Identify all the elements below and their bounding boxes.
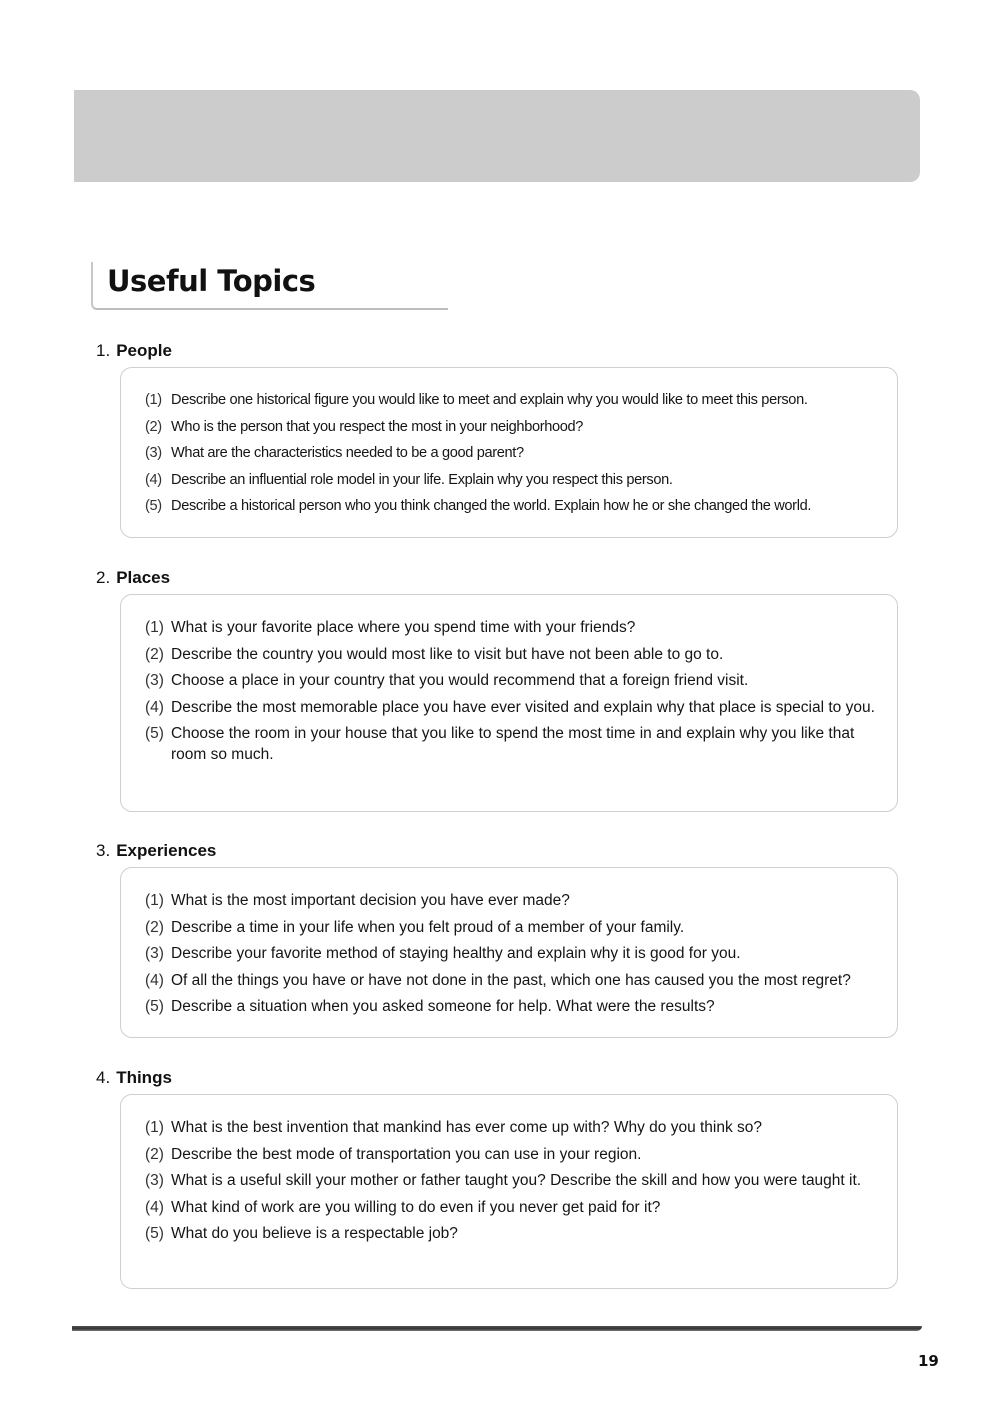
- section-people: [96, 340, 906, 514]
- item-text: Describe a situation when you asked someone for help. What were the results?: [171, 998, 715, 1015]
- footer-rule: [72, 1326, 922, 1331]
- item-text: What kind of work are you willing to do even if you never get paid for it?: [171, 1198, 661, 1216]
- item-index: (2): [145, 1145, 164, 1163]
- item-text: Describe the most memorable place you have ever visited and explain why that place is special to you.: [171, 698, 875, 716]
- item-index: (3): [145, 672, 164, 689]
- section-places: [96, 567, 906, 763]
- item-text: Describe the best mode of transportation you can use in your region.: [171, 1145, 642, 1163]
- item-text: Describe one historical figure you would like to meet and explain why you would like to meet this person.: [171, 392, 808, 408]
- item-text: Who is the person that you respect the most in your neighborhood?: [171, 418, 584, 435]
- item-index: (2): [145, 645, 164, 663]
- section-name: Experiences: [116, 841, 217, 860]
- topic-box: [120, 1094, 898, 1289]
- section-experiences: [96, 840, 906, 1015]
- list-item: [145, 470, 877, 491]
- item-text: Of all the things you have or have not done in the past, which one has caused you the most regret?: [171, 971, 851, 989]
- item-index: (5): [145, 1225, 164, 1242]
- item-text: What is the best invention that mankind has ever come up with? Why do you think so?: [171, 1119, 763, 1136]
- title-frame: [91, 262, 448, 310]
- item-index: (5): [145, 998, 164, 1015]
- list-item: [145, 670, 877, 691]
- section-number: 3.: [96, 841, 111, 860]
- item-index: (1): [145, 392, 162, 408]
- section-number: 1.: [96, 341, 111, 360]
- list-item: [145, 496, 877, 517]
- list-item: [145, 697, 877, 718]
- item-text: What is a useful skill your mother or father taught you? Describe the skill and how you were taught it.: [171, 1172, 862, 1189]
- item-index: (2): [145, 418, 162, 435]
- item-text: What do you believe is a respectable job?: [171, 1225, 458, 1242]
- list-item: [145, 1144, 877, 1165]
- section-heading: [96, 840, 906, 862]
- item-index: (4): [145, 1198, 164, 1216]
- header-band: [74, 90, 920, 182]
- item-text: Describe a time in your life when you felt proud of a member of your family.: [171, 918, 685, 936]
- item-index: (4): [145, 698, 164, 716]
- list-item: [145, 996, 877, 1017]
- list-item: [145, 617, 877, 638]
- section-number: 4.: [96, 1068, 111, 1087]
- item-text: Describe an influential role model in your life. Explain why you respect this person.: [171, 471, 673, 488]
- item-index: (5): [145, 498, 162, 514]
- section-heading: [96, 1067, 906, 1089]
- item-text: Choose a place in your country that you would recommend that a foreign friend visit.: [171, 672, 749, 689]
- topic-list: [145, 617, 877, 765]
- item-index: (1): [145, 619, 164, 636]
- list-item: [145, 917, 877, 938]
- section-heading: [96, 340, 906, 362]
- item-index: (2): [145, 918, 164, 936]
- list-item: [145, 1223, 877, 1244]
- list-item: [145, 1117, 877, 1138]
- list-item: [145, 1170, 877, 1191]
- item-text: What are the characteristics needed to be a good parent?: [171, 445, 524, 461]
- list-item: [145, 723, 877, 765]
- list-item: [145, 443, 877, 464]
- topic-box: [120, 867, 898, 1038]
- list-item: [145, 970, 877, 991]
- page-number: 19: [918, 1352, 939, 1370]
- item-text: What is the most important decision you have ever made?: [171, 892, 570, 909]
- item-index: (3): [145, 945, 164, 962]
- item-text: Describe the country you would most like to visit but have not been able to go to.: [171, 645, 724, 663]
- topic-list: [145, 890, 877, 1017]
- section-name: Places: [116, 568, 171, 587]
- list-item: [145, 943, 877, 964]
- item-index: (4): [145, 471, 162, 488]
- topic-list: [145, 390, 877, 517]
- item-index: (5): [145, 725, 164, 742]
- list-item: [145, 890, 877, 911]
- item-index: (1): [145, 1119, 164, 1136]
- section-name: Things: [116, 1068, 172, 1087]
- list-item: [145, 390, 877, 411]
- section-things: [96, 1067, 906, 1242]
- section-name: People: [116, 341, 172, 360]
- list-item: [145, 417, 877, 438]
- item-text: Describe a historical person who you think changed the world. Explain how he or she changed the world.: [171, 498, 812, 514]
- item-index: (3): [145, 445, 162, 461]
- topic-list: [145, 1117, 877, 1244]
- item-text: Choose the room in your house that you like to spend the most time in and explain why you like that room so much.: [171, 725, 855, 763]
- item-index: (1): [145, 892, 164, 909]
- item-text: What is your favorite place where you spend time with your friends?: [171, 619, 636, 636]
- item-index: (3): [145, 1172, 164, 1189]
- item-index: (4): [145, 971, 164, 989]
- list-item: [145, 644, 877, 665]
- list-item: [145, 1197, 877, 1218]
- topic-box: [120, 367, 898, 538]
- topic-box: [120, 594, 898, 812]
- page-title: Useful Topics: [107, 264, 316, 298]
- section-heading: [96, 567, 906, 589]
- section-number: 2.: [96, 568, 111, 587]
- item-text: Describe your favorite method of staying healthy and explain why it is good for you.: [171, 945, 741, 962]
